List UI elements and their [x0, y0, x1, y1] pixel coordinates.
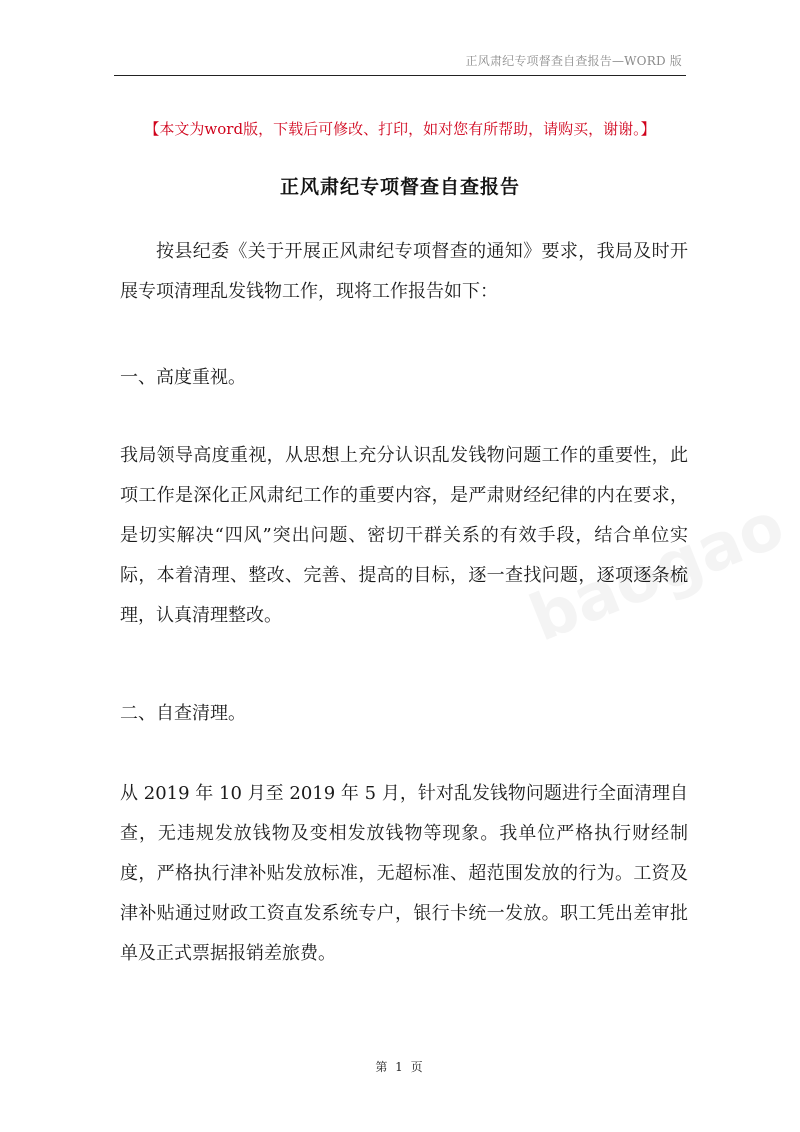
running-header: 正风肃纪专项督查自查报告—WORD 版 — [465, 54, 682, 68]
section-heading-2: 二、自查清理。 — [120, 703, 246, 724]
section-paragraph-1: 我局领导高度重视，从思想上充分认识乱发钱物问题工作的重要性，此项工作是深化正风肃纪工作的重要内容，是严肃财经纪律的内在要求，是切实解决“四风”突出问题、密切干群关系的有效手段，结合单位实际，本着清理、整改、完善、提高的目标，逐一查找问题，逐项逐条梳理，认真清理整改。 — [120, 445, 688, 626]
header-rule — [114, 75, 686, 76]
section-heading-1: 一、高度重视。 — [120, 367, 246, 388]
intro-paragraph: 按县纪委《关于开展正风肃纪专项督查的通知》要求，我局及时开展专项清理乱发钱物工作，现将工作报告如下： — [120, 241, 688, 302]
purchase-notice: 【本文为word版，下载后可修改、打印，如对您有所帮助，请购买，谢谢。】 — [144, 120, 656, 138]
document-title: 正风肃纪专项督查自查报告 — [279, 176, 520, 198]
section-paragraph-2: 从 2019 年 10 月至 2019 年 5 月，针对乱发钱物问题进行全面清理自查，无违规发放钱物及变相发放钱物等现象。我单位严格执行财经制度，严格执行津补贴发放标准，无超标准、超范围发放的行为。工资及津补贴通过财政工资直发系统专户，银行卡统一发放。职工凭出差审批单及正式票据报销差旅费。 — [120, 783, 688, 964]
page-number: 第 1 页 — [375, 1060, 425, 1074]
